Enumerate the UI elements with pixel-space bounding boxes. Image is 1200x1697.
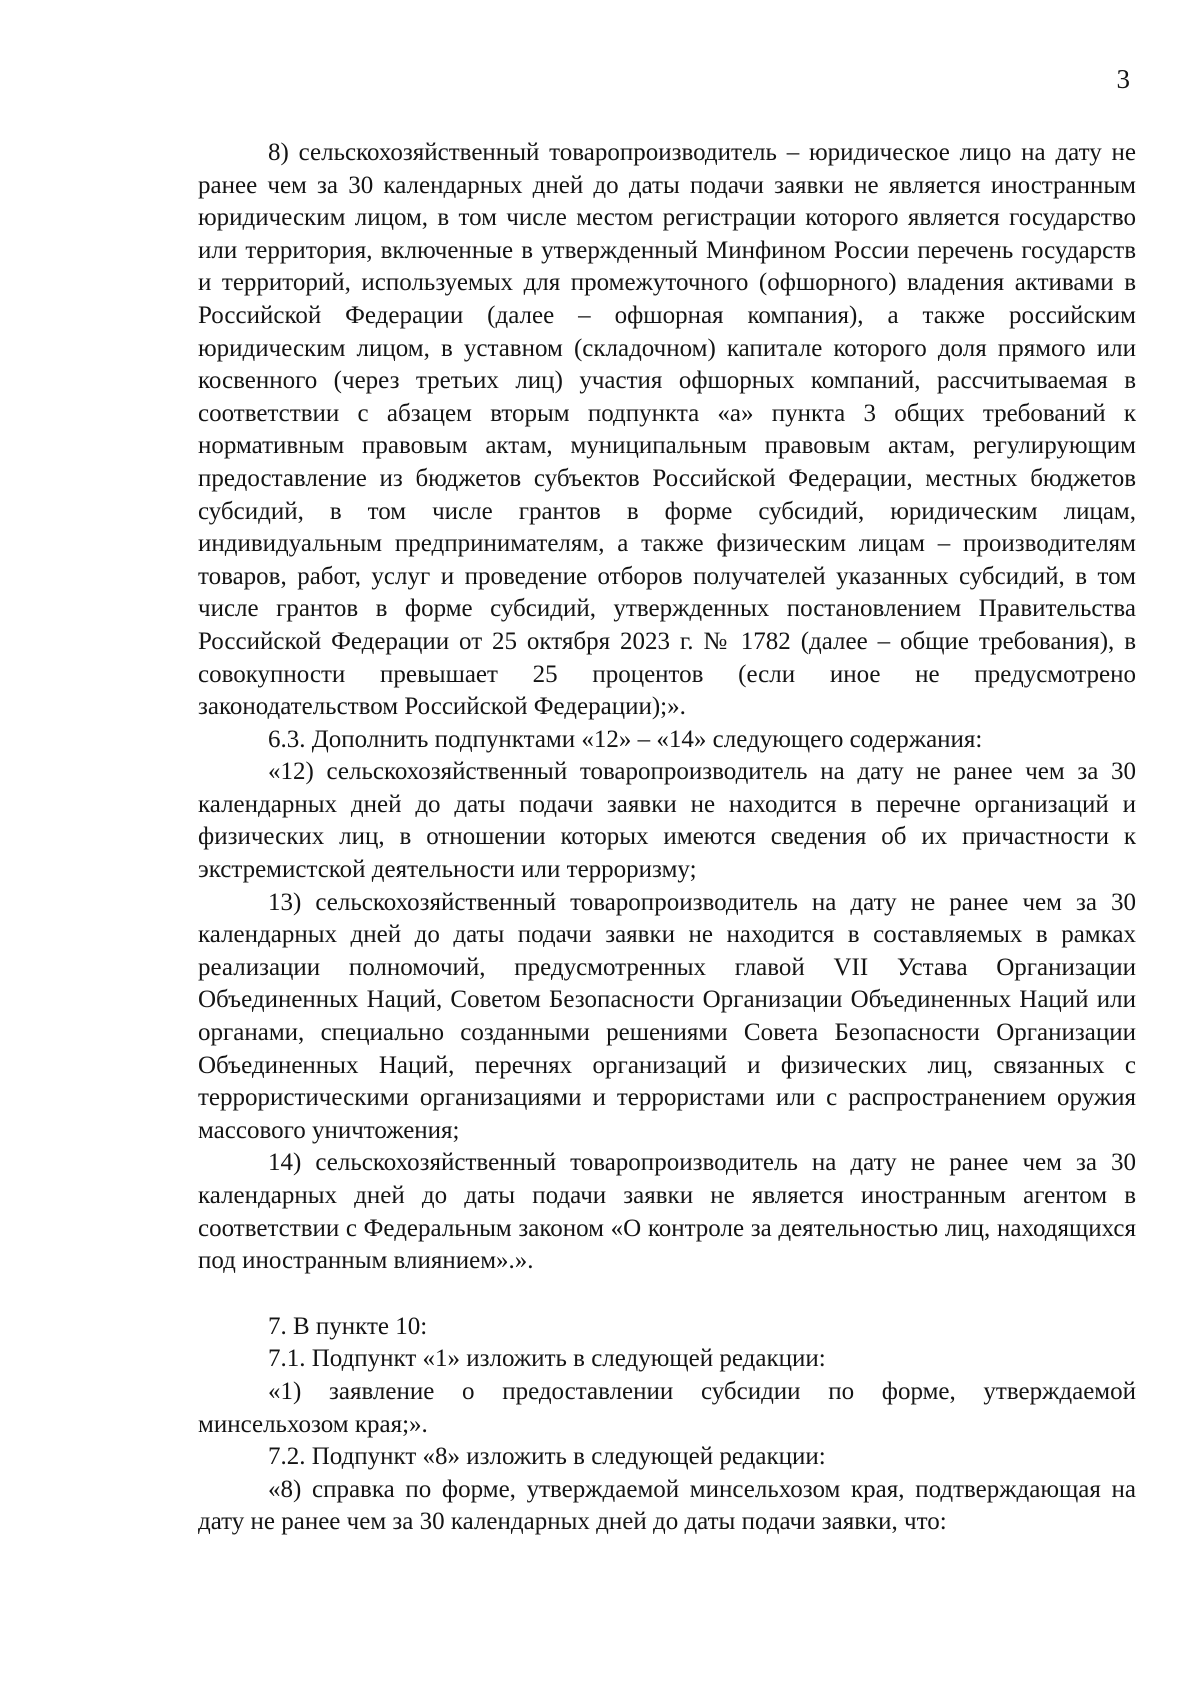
paragraph-12-extremism: «12) сельскохозяйственный товаропроизводитель на дату не ранее чем за 30 календарных дней до даты подачи заявки не находится в перечне организаций и физических лиц, в отношении которых имеются сведения об их причастности к экстремистской деятельности или терроризму; <box>198 758 1136 884</box>
paragraph-6-3-header: 6.3. Дополнить подпунктами «12» – «14» следующего содержания: <box>268 725 983 753</box>
paragraph-14-foreign-agent: 14) сельскохозяйственный товаропроизводитель на дату не ранее чем за 30 календарных дней до даты подачи заявки не является иностранным агентом в соответствии с Федеральным законом «О контроле за деятельностью лиц, находящихся под иностранным влиянием».». <box>198 1149 1136 1275</box>
document-body <box>198 137 1136 1539</box>
paragraph-8-offshore: 8) сельскохозяйственный товаропроизводитель – юридическое лицо на дату не ранее чем за 30 календарных дней до даты подачи заявки не является иностранным юридическим лицом, в том числе местом регистрации которого является государство или территория, включенные в утвержденный Минфином России перечень государств и территорий, используемых для промежуточного (офшорного) владения активами в Российской Федерации (далее – офшорная компания), а также российским юридическим лицом, в уставном (складочном) капитале которого доля прямого или косвенного (через третьих лиц) участия офшорных компаний, рассчитываемая в соответствии с абзацем вторым подпункта «а» пункта 3 общих требований к нормативным правовым актам, муниципальным правовым актам, регулирующим предоставление из бюджетов субъектов Российской Федерации, местных бюджетов субсидий, в том числе грантов в форме субсидий, юридическим лицам, индивидуальным предпринимателям, а также физическим лицам – производителям товаров, работ, услуг и проведение отборов получателей указанных субсидий, в том числе грантов в форме субсидий, утвержденных постановлением Правительства Российской Федерации от 25 октября 2023 г. № 1782 (далее – общие требования), в совокупности превышает 25 процентов (если иное не предусмотрено законодательством Российской Федерации);». <box>198 139 1136 721</box>
paragraph-13-un-lists: 13) сельскохозяйственный товаропроизводитель на дату не ранее чем за 30 календарных дней до даты подачи заявки не находится в составляемых в рамках реализации полномочий, предусмотренных главой VII Устава Организации Объединенных Наций, Советом Безопасности Организации Объединенных Наций или органами, специально созданными решениями Совета Безопасности Организации Объединенных Наций, перечнях организаций и физических лиц, связанных с террористическими организациями и террористами или с распространением оружия массового уничтожения; <box>198 888 1136 1144</box>
paragraph-7-header: 7. В пункте 10: <box>268 1312 428 1340</box>
paragraph-8-certificate: «8) справка по форме, утверждаемой минсельхозом края, подтверждающая на дату не ранее чем за 30 календарных дней до даты подачи заявки, что: <box>198 1475 1136 1536</box>
page-number: 3 <box>1116 64 1130 94</box>
paragraph-1-application: «1) заявление о предоставлении субсидии по форме, утверждаемой минсельхозом края;». <box>198 1377 1136 1438</box>
paragraph-7-2-header: 7.2. Подпункт «8» изложить в следующей редакции: <box>268 1443 826 1471</box>
paragraph-7-1-header: 7.1. Подпункт «1» изложить в следующей редакции: <box>268 1345 826 1373</box>
